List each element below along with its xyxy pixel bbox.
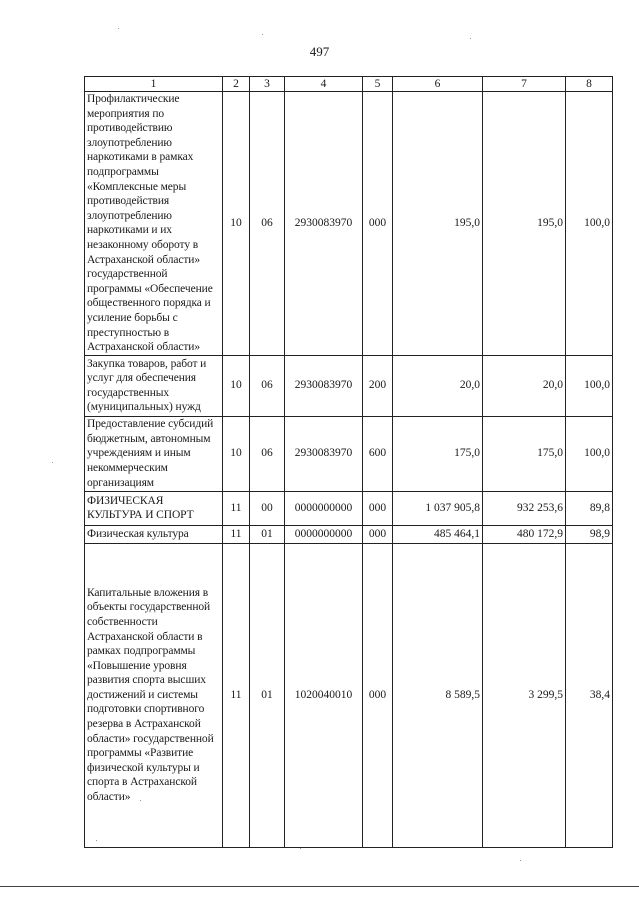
row-section: 10 [223, 355, 250, 416]
row-section: 11 [223, 525, 250, 543]
row-name: Закупка товаров, работ и услуг для обеспечения государственных (муниципальных) нужд [85, 355, 223, 416]
row-subsection: 06 [250, 92, 285, 356]
row-name: Капитальные вложения в объекты государственной собственности Астраханской области в рамках подпрограммы «Повышение уровня развития спорта высших достижений и системы подготовки спортивного резерва в Астраханской области» государственной программы «Развитие физической культуры и спорта в Астраханской области» [85, 543, 223, 847]
row-section: 11 [223, 491, 250, 525]
header-cell-4: 4 [285, 77, 363, 92]
scan-speck [470, 38, 471, 39]
row-fact: 195,0 [483, 92, 566, 356]
row-fact: 3 299,5 [483, 543, 566, 847]
row-plan: 20,0 [393, 355, 483, 416]
row-subsection: 06 [250, 416, 285, 491]
table-row [85, 355, 613, 416]
row-name: Предоставление субсидий бюджетным, автономным учреждениям и иным некоммерческим организациям [85, 416, 223, 491]
row-percent: 98,9 [566, 525, 613, 543]
header-cell-1: 1 [85, 77, 223, 92]
row-subsection: 06 [250, 355, 285, 416]
row-subsection: 01 [250, 543, 285, 847]
scan-speck [300, 848, 301, 849]
header-cell-8: 8 [566, 77, 613, 92]
budget-table [84, 76, 613, 848]
row-plan: 175,0 [393, 416, 483, 491]
row-expense-type: 200 [363, 355, 393, 416]
row-section: 10 [223, 416, 250, 491]
row-subsection: 00 [250, 491, 285, 525]
header-cell-2: 2 [223, 77, 250, 92]
page-number: 497 [309, 44, 330, 59]
table-row [85, 416, 613, 491]
header-cell-6: 6 [393, 77, 483, 92]
row-plan: 1 037 905,8 [393, 491, 483, 525]
row-percent: 100,0 [566, 355, 613, 416]
row-expense-type: 000 [363, 543, 393, 847]
table-row [85, 525, 613, 543]
row-target-code: 0000000000 [285, 525, 363, 543]
row-name: ФИЗИЧЕСКАЯ КУЛЬТУРА И СПОРТ [85, 491, 223, 525]
row-expense-type: 000 [363, 92, 393, 356]
row-plan: 195,0 [393, 92, 483, 356]
row-fact: 932 253,6 [483, 491, 566, 525]
header-cell-3: 3 [250, 77, 285, 92]
row-name: Физическая культура [85, 525, 223, 543]
row-target-code: 2930083970 [285, 416, 363, 491]
scan-speck [52, 462, 53, 463]
table-row [85, 543, 613, 847]
header-cell-5: 5 [363, 77, 393, 92]
row-subsection: 01 [250, 525, 285, 543]
scan-speck [96, 840, 97, 841]
table-row [85, 92, 613, 356]
row-expense-type: 000 [363, 525, 393, 543]
header-row [85, 77, 613, 92]
row-plan: 8 589,5 [393, 543, 483, 847]
row-plan: 485 464,1 [393, 525, 483, 543]
row-percent: 100,0 [566, 416, 613, 491]
header-cell-7: 7 [483, 77, 566, 92]
table-row [85, 491, 613, 525]
row-name: Профилактические мероприятия по противодействию злоупотреблению наркотиками в рамках подпрограммы «Комплексные меры противодействия злоупотреблению наркотиками и их незаконному обороту в Астраханской области» государственной программы «Обеспечение общественного порядка и усиление борьбы с преступностью в Астраханской области» [85, 92, 223, 356]
row-percent: 100,0 [566, 92, 613, 356]
scan-speck [140, 800, 141, 801]
row-fact: 20,0 [483, 355, 566, 416]
row-target-code: 0000000000 [285, 491, 363, 525]
scan-speck [262, 34, 263, 35]
row-expense-type: 000 [363, 491, 393, 525]
row-percent: 89,8 [566, 491, 613, 525]
row-expense-type: 600 [363, 416, 393, 491]
row-target-code: 1020040010 [285, 543, 363, 847]
row-section: 11 [223, 543, 250, 847]
row-section: 10 [223, 92, 250, 356]
row-fact: 175,0 [483, 416, 566, 491]
scan-speck [520, 860, 521, 861]
row-target-code: 2930083970 [285, 355, 363, 416]
scan-speck [118, 28, 119, 29]
row-fact: 480 172,9 [483, 525, 566, 543]
row-percent: 38,4 [566, 543, 613, 847]
row-target-code: 2930083970 [285, 92, 363, 356]
page-bottom-rule [0, 886, 639, 887]
